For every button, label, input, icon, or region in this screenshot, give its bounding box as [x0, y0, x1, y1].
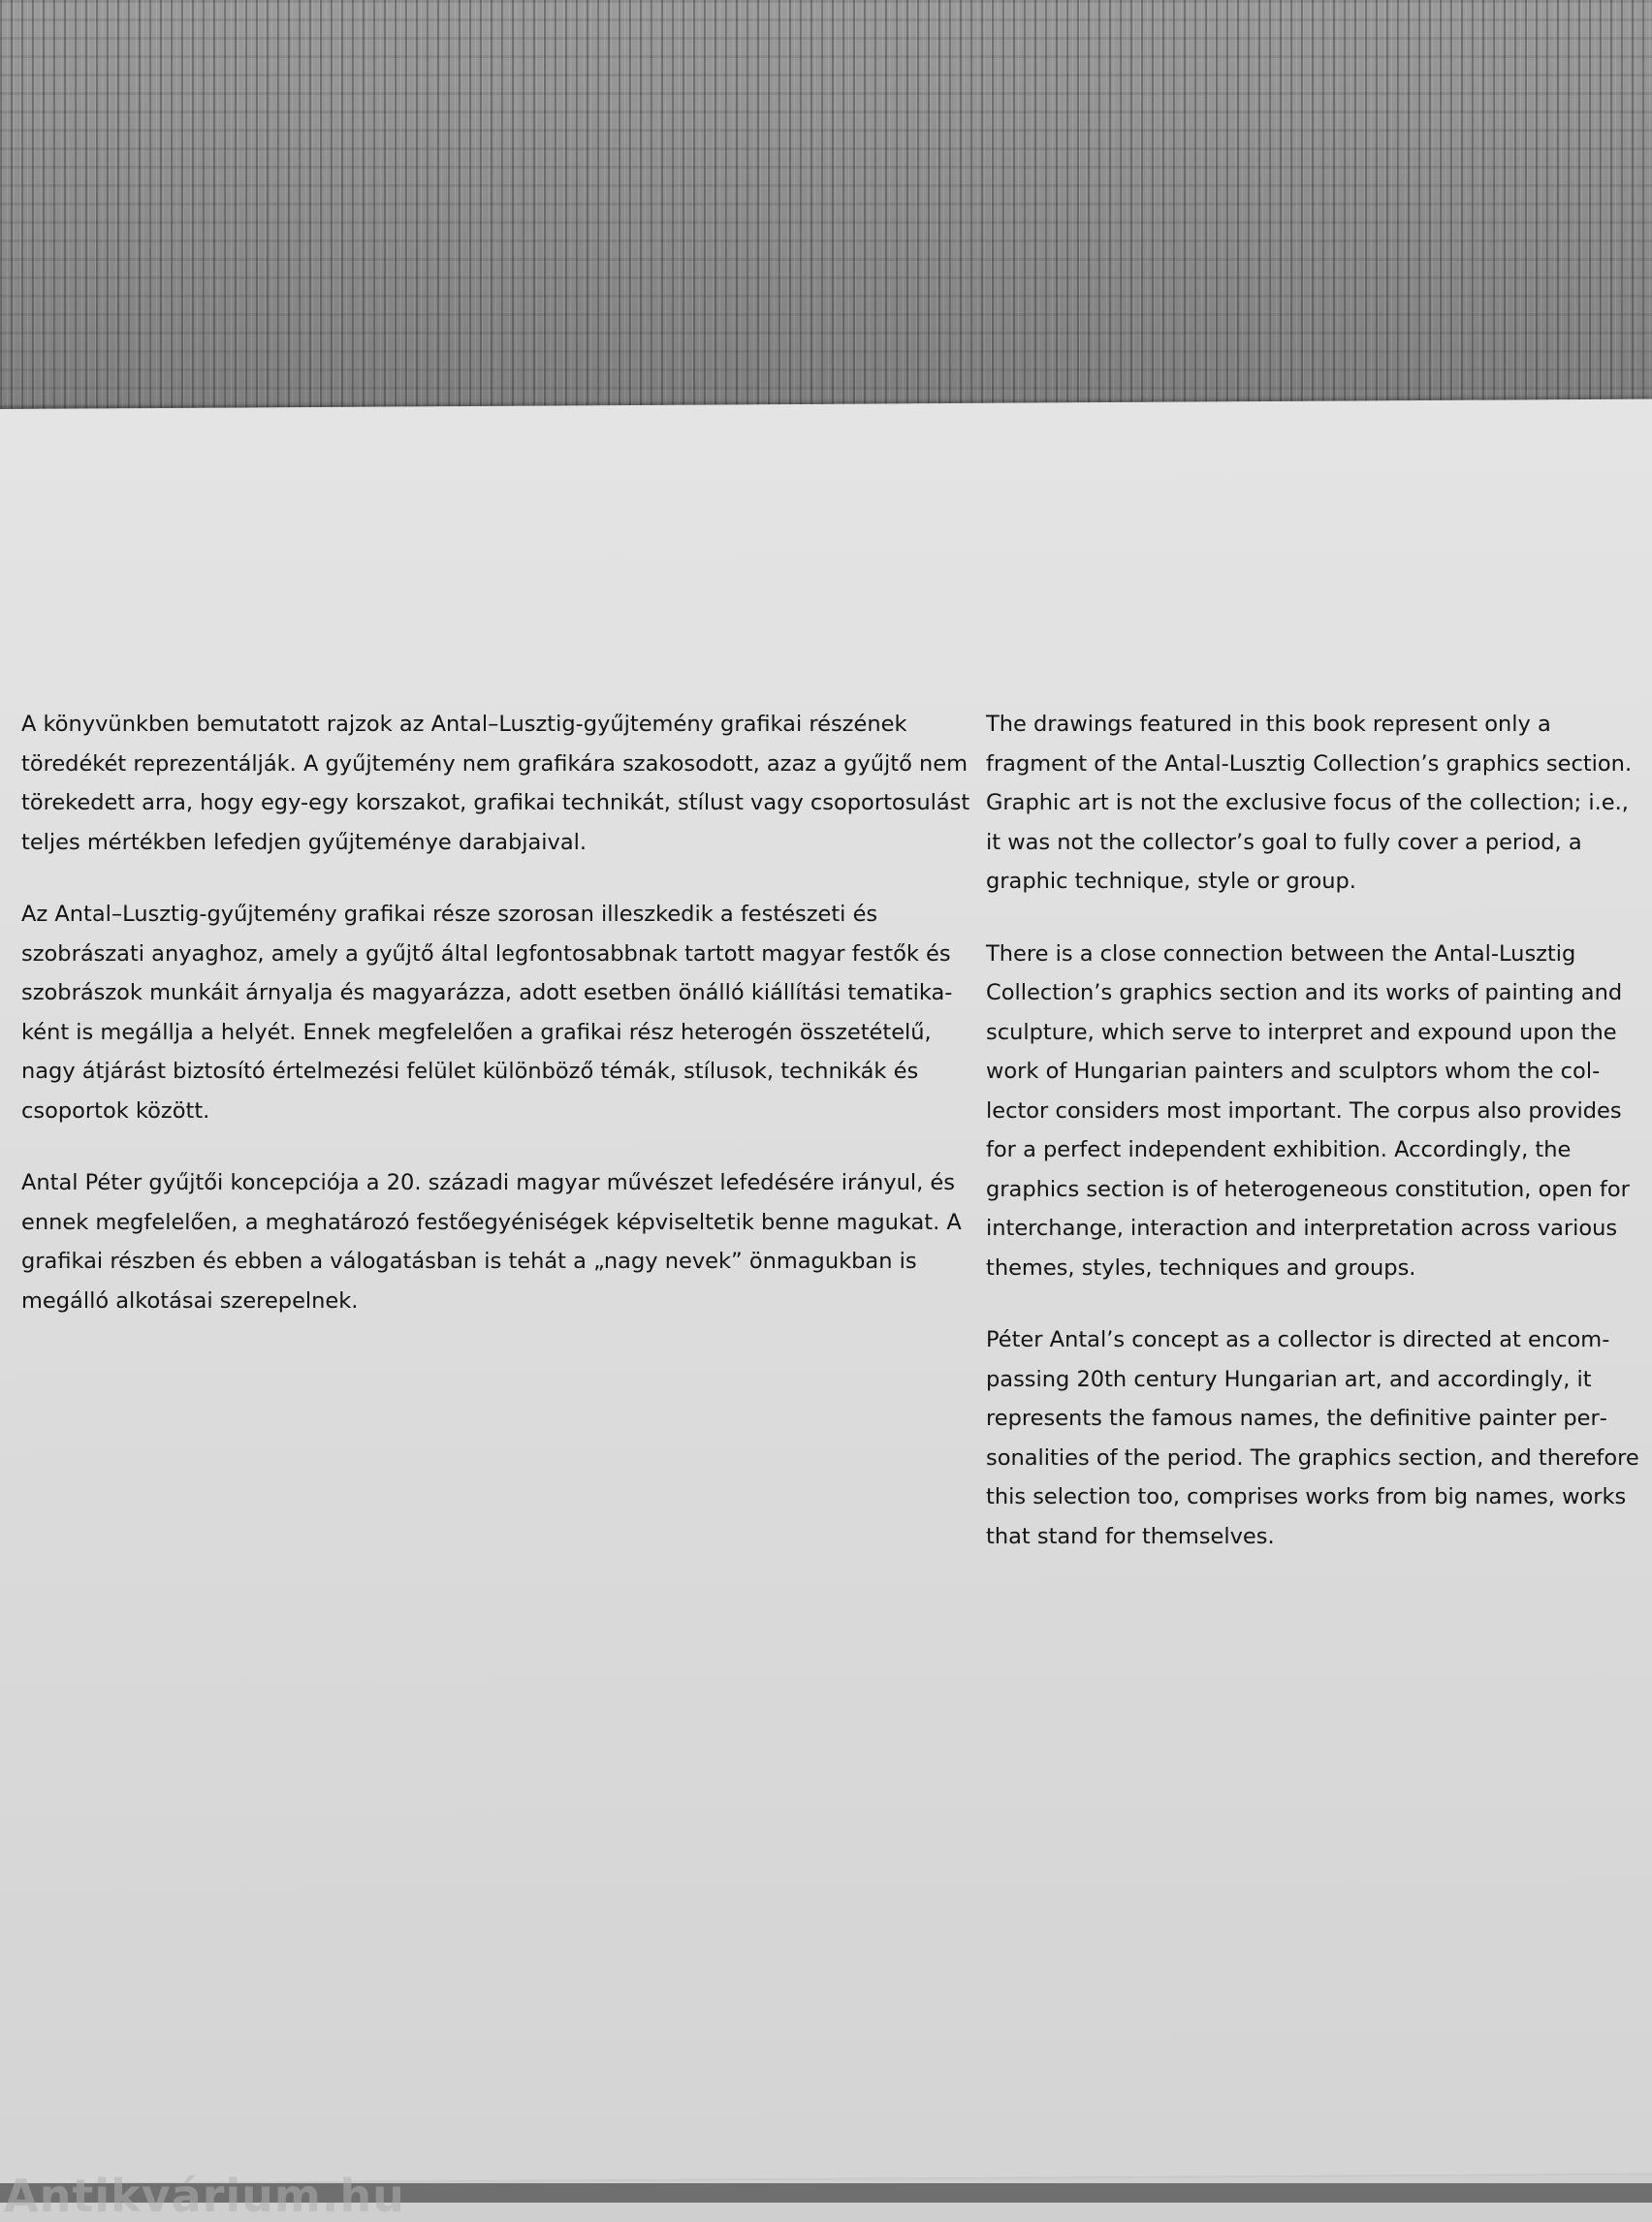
english-text-column: [986, 705, 1645, 1589]
hungarian-text-column: [21, 705, 981, 1353]
wood-surface-background: [0, 0, 1652, 427]
hungarian-paragraph: Az Antal–Lusztig-gyűjtemény grafikai része szorosan illeszkedik a festészeti és szobrászati anyaghoz, amely a gyűjtő által legfontosabbnak tartott magyar festők és szobrászok munkáit árnyalja és magyarázza, adott esetben önálló kiállítási tematikaként is megállja a helyét. Ennek megfelelően a grafikai rész heterogén összetételű, nagy átjárást biztosító értelmezési felület különböző témák, stílusok, technikák és csoportok között.: [21, 902, 953, 1124]
english-paragraph: The drawings featured in this book represent only a fragment of the Antal-Lusztig Collection’s graphics section. Graphic art is not the exclusive focus of the collection; i.e., it was not the collector’s goal to fully cover a period, a graphic technique, style or group.: [986, 712, 1633, 894]
watermark-text: Antikvárium.hu: [4, 2170, 405, 2222]
hungarian-paragraph: Antal Péter gyűjtői koncepciója a 20. századi magyar művészet lefedésére irányul, és ennek megfelelően, a meghatározó festőegyéniségek képviseltetik benne magukat. A grafikai részben és ebben a válogatásban is tehát a „nagy nevek” önmagukban is megálló alkotásai szerepelnek.: [21, 1170, 962, 1314]
english-paragraph: There is a close connection between the Antal-Lusztig Collection’s graphics section and its works of painting and sculpture, which serve to interpret and expound upon the work of Hungarian painters and sculptors whom the collector considers most important. The corpus also provides for a perfect independent exhibition. Accordingly, the graphics section is of heterogeneous constitution, open for interchange, interaction and interpretation across various themes, styles, techniques and groups.: [986, 940, 1630, 1281]
hungarian-paragraph: A könyvünkben bemutatott rajzok az Antal–Lusztig-gyűjtemény grafikai részének töredékét reprezentálják. A gyűjtemény nem grafikára szakosodott, azaz a gyűjtő nem törekedett arra, hogy egy-egy korszakot, grafikai technikát, stílust vagy csoportosulást teljes mértékben lefedjen gyűjteménye darabjaival.: [21, 712, 970, 855]
english-paragraph: Péter Antal’s concept as a collector is directed at encompassing 20th century Hungarian art, and accordingly, it represents the famous names, the definitive painter personalities of the period. The graphics section, and therefore this selection too, comprises works from big names, works that stand for themselves.: [986, 1327, 1639, 1549]
